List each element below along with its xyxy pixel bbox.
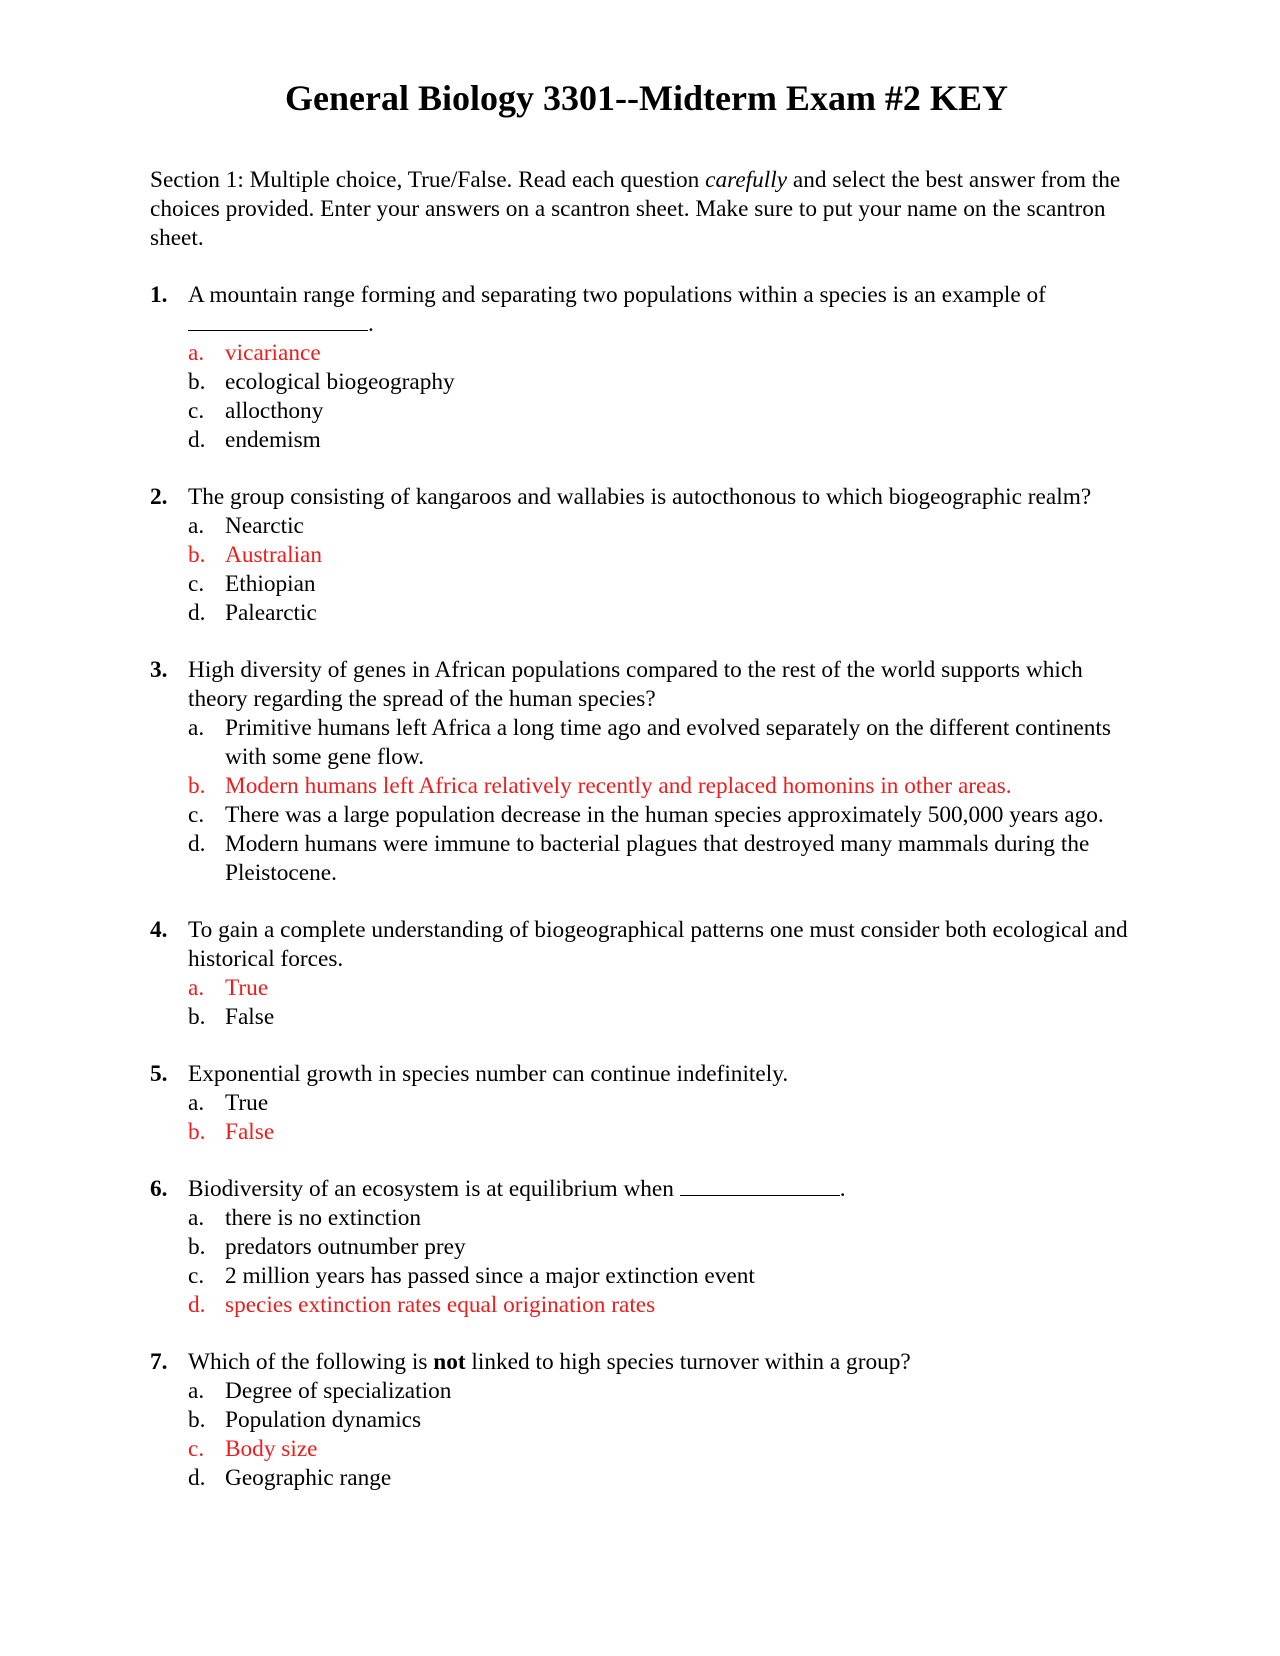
- option-text: Ethiopian: [225, 571, 316, 597]
- option-list: [150, 1377, 1130, 1493]
- option-letter: b.: [188, 542, 206, 568]
- question-stem: [150, 1060, 1130, 1089]
- option-text: species extinction rates equal origination rates: [225, 1292, 656, 1318]
- question-1: [150, 281, 1130, 455]
- question-text: To gain a complete understanding of biogeographical patterns one must consider both ecological and historical forces.: [188, 917, 1128, 972]
- option-letter: b.: [188, 1234, 206, 1260]
- option-text: Modern humans were immune to bacterial plagues that destroyed many mammals during the Pleistocene.: [225, 831, 1090, 886]
- option-text: predators outnumber prey: [225, 1234, 466, 1260]
- exam-page: [150, 74, 1130, 1521]
- option-correct: [150, 974, 1130, 1003]
- option-text: True: [225, 975, 269, 1001]
- option: [150, 1003, 1130, 1032]
- question-text: A mountain range forming and separating two populations within a species is an example of .: [188, 282, 1046, 337]
- option-text: Population dynamics: [225, 1407, 422, 1433]
- option-text: allocthony: [225, 398, 324, 424]
- option-list: [150, 974, 1130, 1032]
- option-text: 2 million years has passed since a major extinction event: [225, 1263, 755, 1289]
- question-7: [150, 1348, 1130, 1493]
- option-text: False: [225, 1004, 275, 1030]
- question-text: The group consisting of kangaroos and wallabies is autocthonous to which biogeographic realm?: [188, 484, 1092, 510]
- option: [150, 714, 1130, 772]
- option-letter: c.: [188, 398, 205, 424]
- option: [150, 1233, 1130, 1262]
- question-text: Which of the following is not linked to high species turnover within a group?: [188, 1349, 911, 1375]
- option: [150, 1204, 1130, 1233]
- question-text: High diversity of genes in African populations compared to the rest of the world supports which theory regarding the spread of the human species?: [188, 657, 1083, 712]
- option: [150, 801, 1130, 830]
- option: [150, 397, 1130, 426]
- option: [150, 1406, 1130, 1435]
- emphasis-word: not: [433, 1349, 466, 1375]
- question-2: [150, 483, 1130, 628]
- option-letter: a.: [188, 340, 205, 366]
- option-letter: c.: [188, 1436, 205, 1462]
- option-letter: b.: [188, 1119, 206, 1145]
- option-text: Primitive humans left Africa a long time ago and evolved separately on the different continents with some gene flow.: [225, 715, 1111, 770]
- question-text: Biodiversity of an ecosystem is at equilibrium when .: [188, 1176, 846, 1202]
- option-letter: b.: [188, 369, 206, 395]
- option: [150, 368, 1130, 397]
- option-letter: d.: [188, 1292, 206, 1318]
- option: [150, 1262, 1130, 1291]
- option-list: [150, 1089, 1130, 1147]
- option-letter: d.: [188, 600, 206, 626]
- option-text: Body size: [225, 1436, 318, 1462]
- section-instructions: Section 1: Multiple choice, True/False. Read each question carefully and select the best answer from the choices provided. Enter your answers on a scantron sheet. Make sure to put your name on the scantron sheet.: [150, 167, 1121, 251]
- option-letter: a.: [188, 715, 205, 741]
- option-text: there is no extinction: [225, 1205, 422, 1231]
- question-stem: [150, 1175, 1130, 1204]
- option-text: vicariance: [225, 340, 321, 366]
- option-letter: a.: [188, 1205, 205, 1231]
- option-letter: b.: [188, 1004, 206, 1030]
- question-5: [150, 1060, 1130, 1147]
- option-correct: [150, 541, 1130, 570]
- option-letter: a.: [188, 1090, 205, 1116]
- option-correct: [150, 772, 1130, 801]
- question-stem: [150, 483, 1130, 512]
- question-stem: [150, 916, 1130, 974]
- option: [150, 599, 1130, 628]
- question-number: 2.: [150, 484, 168, 510]
- option-correct: [150, 1291, 1130, 1320]
- option: [150, 570, 1130, 599]
- option-text: Degree of specialization: [225, 1378, 452, 1404]
- emphasis-word: carefully: [705, 167, 788, 193]
- option-text: Geographic range: [225, 1465, 392, 1491]
- option-letter: a.: [188, 513, 205, 539]
- option-letter: c.: [188, 802, 205, 828]
- option-list: [150, 339, 1130, 455]
- option-letter: b.: [188, 773, 206, 799]
- option-correct: [150, 339, 1130, 368]
- option: [150, 1464, 1130, 1493]
- option-text: Modern humans left Africa relatively recently and replaced homonins in other areas.: [225, 773, 1012, 799]
- question-4: [150, 916, 1130, 1032]
- option: [150, 426, 1130, 455]
- option-text: True: [225, 1090, 269, 1116]
- question-text: Exponential growth in species number can continue indefinitely.: [188, 1061, 789, 1087]
- option-letter: b.: [188, 1407, 206, 1433]
- question-6: [150, 1175, 1130, 1320]
- option-letter: c.: [188, 571, 205, 597]
- option-letter: d.: [188, 1465, 206, 1491]
- question-number: 1.: [150, 282, 168, 308]
- question-number: 7.: [150, 1349, 168, 1375]
- answer-blank: [188, 312, 368, 331]
- option-correct: [150, 1435, 1130, 1464]
- option-text: endemism: [225, 427, 321, 453]
- option: [150, 1377, 1130, 1406]
- option: [150, 830, 1130, 888]
- option-text: False: [225, 1119, 275, 1145]
- question-number: 6.: [150, 1176, 168, 1202]
- question-number: 4.: [150, 917, 168, 943]
- question-3: [150, 656, 1130, 888]
- option: [150, 512, 1130, 541]
- option-text: Nearctic: [225, 513, 304, 539]
- option-letter: a.: [188, 975, 205, 1001]
- question-number: 3.: [150, 657, 168, 683]
- option-text: There was a large population decrease in the human species approximately 500,000 years ago.: [225, 802, 1104, 828]
- option-letter: c.: [188, 1263, 205, 1289]
- question-stem: [150, 656, 1130, 714]
- option: [150, 1089, 1130, 1118]
- option-text: Palearctic: [225, 600, 317, 626]
- option-list: [150, 1204, 1130, 1320]
- option-correct: [150, 1118, 1130, 1147]
- option-text: ecological biogeography: [225, 369, 455, 395]
- option-list: [150, 714, 1130, 888]
- question-number: 5.: [150, 1061, 168, 1087]
- question-stem: [150, 1348, 1130, 1377]
- option-letter: a.: [188, 1378, 205, 1404]
- option-letter: d.: [188, 427, 206, 453]
- question-stem: [150, 281, 1130, 339]
- option-text: Australian: [225, 542, 323, 568]
- page-title: General Biology 3301--Midterm Exam #2 KEY: [285, 78, 1008, 118]
- answer-blank: [680, 1177, 840, 1196]
- option-letter: d.: [188, 831, 206, 857]
- option-list: [150, 512, 1130, 628]
